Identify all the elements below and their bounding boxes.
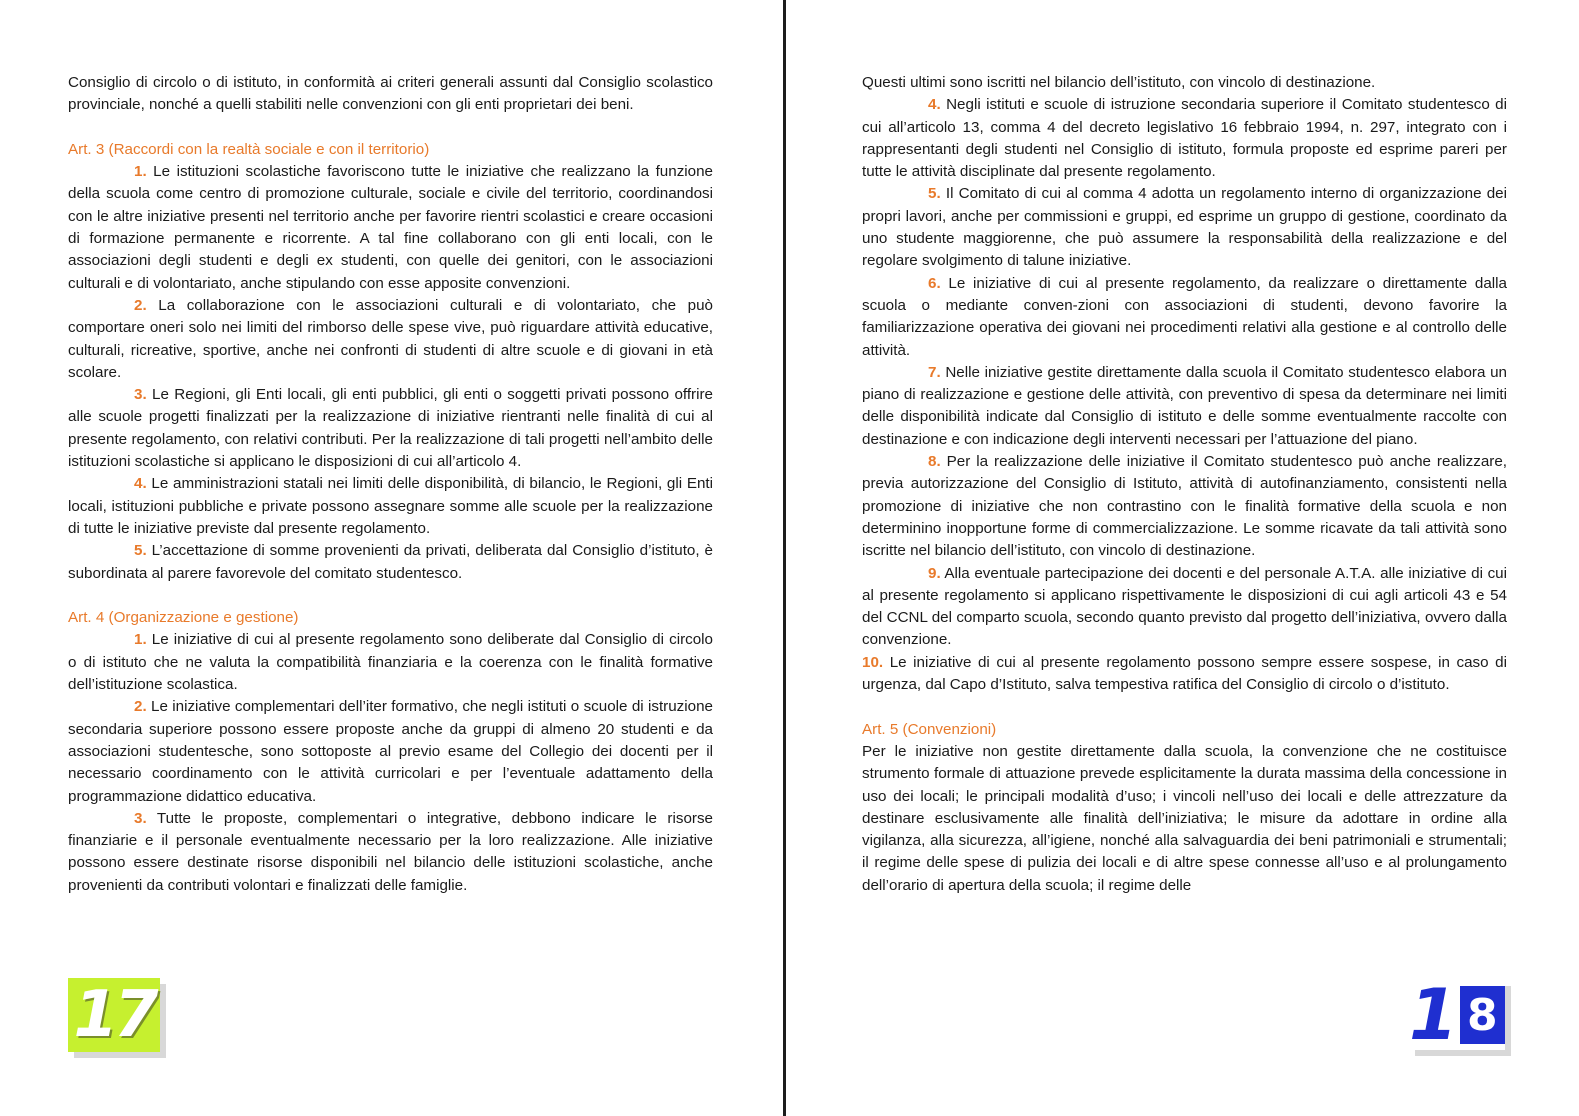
paragraph-number: 1. <box>134 631 147 649</box>
art5-title: Art. 5 (Convenzioni) <box>862 720 997 738</box>
art4-paragraph-3: 3. Tutte le proposte, complementari o integrative, debbono indicare le risorse finanziarie e il personale eventualmente necessario per la loro realizzazione. Alle iniziative possono essere destinate risorse disponibili nel bilancio delle istituzioni scolastiche, anche provenienti da contributi volontari e finalizzati delle famiglie. <box>68 809 713 894</box>
page-number-badge-17: 17 <box>68 978 160 1052</box>
paragraph-number: 6. <box>928 274 941 292</box>
paragraph-number: 4. <box>134 475 147 493</box>
right-page <box>862 72 1507 897</box>
art4-title: Art. 4 (Organizzazione e gestione) <box>68 609 299 627</box>
art3-paragraph-1: 1. Le istituzioni scolastiche favoriscono tutte le iniziative che realizzano la funzione della scuola come centro di promozione culturale, sociale e civile del territorio, coordinandosi con le altre iniziative presenti nel territorio anche per favorire rientri scolastici e creare occasioni di formazione permanente e ricorrente. A tal fine collaborano con gli enti locali, con le associazioni degli studenti e degli ex studenti, con quelle dei genitori, con le associazioni culturali e di volontariato, anche stipulando con esse apposite convenzioni. <box>68 163 713 292</box>
left-opening-paragraph: Consiglio di circolo o di istituto, in conformità ai criteri generali assunti dal Consiglio scolastico provinciale, nonché a quelli stabiliti nelle convenzioni con gli enti proprietari dei beni. <box>68 74 713 114</box>
paragraph-number: 5. <box>928 185 941 203</box>
page-number-digit-1: 1 <box>1409 974 1458 1056</box>
art4-paragraph-9: 9. Alla eventuale partecipazione dei docenti e del personale A.T.A. alle iniziative di cui al presente regolamento si applicano rispettivamente le disposizioni di cui agli articoli 43 e 54 del CCNL del comparto scuola, secondo quanto previsto dal progetto dell’iniziativa, ovvero dalla convenzione. <box>862 564 1507 649</box>
art3-paragraph-4: 4. Le amministrazioni statali nei limiti delle disponibilità, di bilancio, le Regioni, gli Enti locali, istituzioni pubbliche e private possono assegnare somme alle scuole per la realizzazione di tutte le iniziative previste dal presente regolamento. <box>68 475 713 537</box>
art4-paragraph-2: 2. Le iniziative complementari dell’iter formativo, che negli istituti o scuole di istruzione secondaria superiore possono essere proposte anche da gruppi di almeno 20 studenti e da associazioni studentesche, sono sottoposte al previo esame del Collegio dei docenti per il necessario coordinamento con le attività curricolari e per l’eventuale adattamento della programmazione didattico educativa. <box>68 698 713 805</box>
art4-paragraph-6: 6. Le iniziative di cui al presente regolamento, da realizzare o direttamente dalla scuola o mediante conven-zioni con associazioni di studenti, devono favorire la familiarizzazione operativa dei giovani nei procedimenti relativi alla gestione e al controllo delle attività. <box>862 274 1507 359</box>
art5-paragraph: Per le iniziative non gestite direttamente dalla scuola, la convenzione che ne costituisce strumento formale di attuazione prevede esplicitamente la durata massima della concessione in uso dei locali; le principali modalità d’uso; i vincoli nell’uso dei locali e delle attrezzature da destinare esclusivamente alle finalità dell’iniziativa; le misure da adottare in ordine alla vigilanza, alla sicurezza, all’igiene, nonché alla salvaguardia dei beni patrimoniali e strumentali; il regime delle spese di pulizia dei locali e di altre spese connesse all’uso e al prolungamento dell’orario di apertura della scuola; il regime delle <box>862 742 1507 894</box>
left-page <box>68 72 713 897</box>
art4-paragraph-1: 1. Le iniziative di cui al presente regolamento sono deliberate dal Consiglio di circolo o di istituto che ne valuta la compatibilità finanziaria e la coerenza con le finalità formative dell’istituzione scolastica. <box>68 631 713 694</box>
paragraph-number: 5. <box>134 542 147 560</box>
page-spread-divider <box>783 0 786 1116</box>
paragraph-number: 8. <box>928 453 941 471</box>
art3-paragraph-3: 3. Le Regioni, gli Enti locali, gli enti pubblici, gli enti o soggetti privati possono offrire alle scuole progetti finalizzati per la realizzazione di iniziative rientranti nelle finalità di cui al presente regolamento, con relativi contributi. Per la realizzazione di tali progetti nell’ambito delle istituzioni scolastiche si applicano le disposizioni di cui all’articolo 4. <box>68 386 713 471</box>
page-number-digit-8: 8 <box>1460 986 1505 1044</box>
paragraph-number: 2. <box>134 296 147 314</box>
art3-title: Art. 3 (Raccordi con la realtà sociale e con il territorio) <box>68 140 430 158</box>
paragraph-number: 3. <box>134 809 147 827</box>
art4-paragraph-5: 5. Il Comitato di cui al comma 4 adotta un regolamento interno di organizzazione dei propri lavori, anche per commissioni e gruppi, ed esprime un gruppo di gestione, coordinato da uno studente maggiorenne, che può assumere la responsabilità della realizzazione e del regolare svolgimento di talune iniziative. <box>862 185 1507 270</box>
paragraph-number: 3. <box>134 386 147 404</box>
right-opening-paragraph: Questi ultimi sono iscritti nel bilancio dell’istituto, con vincolo di destinazione. <box>862 74 1376 91</box>
paragraph-number: 7. <box>928 363 941 381</box>
art4-paragraph-7: 7. Nelle iniziative gestite direttamente dalla scuola il Comitato studentesco elabora un piano di realizzazione e gestione delle attività, con preventivo di spesa da determinare nei limiti delle disponibilità indicate dal Consiglio di istituto e delle somme eventualmente raccolte con destinazione e con indicazione degli interventi necessari per l’attuazione del piano. <box>862 363 1507 448</box>
paragraph-number: 10. <box>862 653 884 671</box>
art4-paragraph-4: 4. Negli istituti e scuole di istruzione secondaria superiore il Comitato studentesco di cui all’articolo 13, comma 4 del decreto legislativo 16 febbraio 1994, n. 297, integrato con i rappresentanti degli studenti nel Consiglio di istituto, formula proposte ed esprime pareri per tutte le attività disciplinate dal presente regolamento. <box>862 96 1507 181</box>
paragraph-number: 2. <box>134 698 147 716</box>
art3-paragraph-2: 2. La collaborazione con le associazioni culturali e di volontariato, che può comportare oneri solo nei limiti del rimborso delle spese vive, può riguardare attività educative, culturali, ricreative, sportive, anche nei confronti di studenti di altre scuole e di giovani in età scolare. <box>68 296 713 381</box>
art3-paragraph-5: 5. L’accettazione di somme provenienti da privati, deliberata dal Consiglio d’istituto, è subordinata al parere favorevole del comitato studentesco. <box>68 542 713 582</box>
paragraph-number: 4. <box>928 96 941 114</box>
page-number-badge-18 <box>1409 974 1505 1056</box>
paragraph-number: 1. <box>134 163 147 181</box>
art4-paragraph-10: 10. Le iniziative di cui al presente regolamento possono sempre essere sospese, in caso di urgenza, dal Capo d’Istituto, salva tempestiva ratifica del Consiglio di circolo o d’istituto. <box>862 653 1507 694</box>
paragraph-number: 9. <box>928 564 941 582</box>
art4-paragraph-8: 8. Per la realizzazione delle iniziative il Comitato studentesco può anche realizzare, previa autorizzazione del Consiglio di Istituto, attività di autofinanziamento, consistenti nella promozione di iniziative che non contrastino con le finalità formative della scuola e non determinino inopportune forme di commercializzazione. Le somme ricavate da tali attività sono iscritte nel bilancio dell’istituto, con vincolo di destinazione. <box>862 453 1507 560</box>
